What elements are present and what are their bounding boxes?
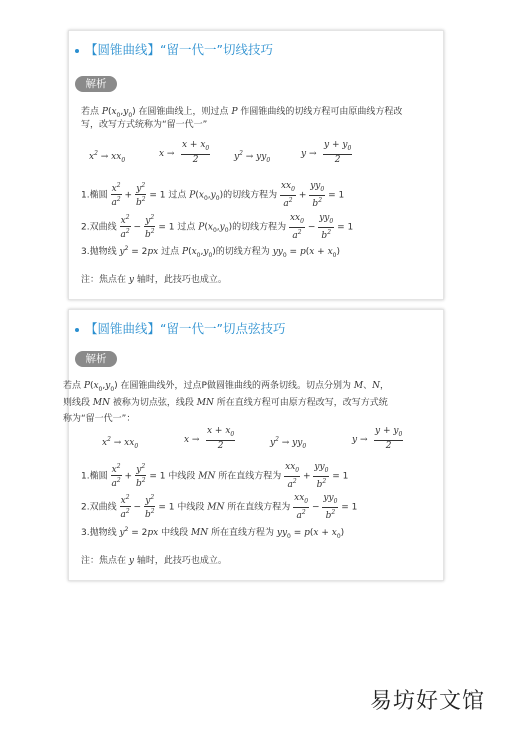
- card2-item-parabola: 3.抛物线 $y^2 = 2px$ 中线段 MN 所在直线方程为 $yy_0 = p(x + x_0)$: [81, 526, 345, 540]
- card1-title: 【圆锥曲线】“留一代一”切线技巧: [75, 40, 273, 58]
- bullet-icon: [75, 49, 79, 53]
- card1-intro-line2: 写，改写方式统称为“留一代一”: [81, 120, 208, 130]
- card2-badge: 解析: [75, 351, 117, 367]
- card1-note: 注：焦点在 y 轴时，此技巧也成立。: [81, 275, 227, 285]
- bullet-icon: [75, 328, 79, 332]
- card1-item-ellipse: 1.椭圆 $\frac{x^2}{a^2}$ + $\frac{y^2}{b^2}$ = 1 过点 $P(x_0,y_0)$的切线方程为 $\frac{xx_0}{a^2}$ + $\frac{yy_0}{b^2}$ = 1: [81, 181, 345, 209]
- card1-item-hyperbola: 2.双曲线 $\frac{x^2}{a^2}$ − $\frac{y^2}{b^2}$ = 1 过点 $P(x_0,y_0)$的切线方程为 $\frac{xx_0}{a^2}$ − $\frac{yy_0}{b^2}$ = 1: [81, 213, 354, 241]
- card2-item-hyperbola: 2.双曲线 $\frac{x^2}{a^2}$ − $\frac{y^2}{b^2}$ = 1 中线段 MN 所在直线方程为 $\frac{xx_0}{a^2}$ − $\frac{yy_0}{b^2}$ = 1: [81, 493, 358, 521]
- card2-item-ellipse: 1.椭圆 $\frac{x^2}{a^2}$ + $\frac{y^2}{b^2}$ = 1 中线段 MN 所在直线方程为 $\frac{xx_0}{a^2}$ + $\frac{yy_0}{b^2}$ = 1: [81, 462, 349, 490]
- card-chord-of-contact: 【圆锥曲线】“留一代一”切点弦技巧 解析 若点 $P(x_0,y_0)$ 在圆锥曲线外，过点P做圆锥曲线的两条切线。切点分别为 M、N， 则线段 MN 被称为切点弦，线段 MN 所在直线方程可由原方程改写，改写方式统 称为“留一代一”： $x^2 \to xx_0$ x → $\frac{x + x_0}{2}$ $y^2 \to yy_0$ y → $\frac{y + y_0}{2}$ 1.椭圆 $\frac{x^2}{a^2}$ + $\frac{y^2}{b^2}$ = 1 中线段 MN 所在直线方程为 $\frac{xx_0}{a^2}$ + $\frac{yy_0}{b^2}$ = 1 2.双曲线 $\frac{x^2}{a^2}$ − $\frac{y^2}{b^2}$ = 1 中线段 MN 所在直线方程为 $\frac{xx_0}{a^2}$ − $\frac{yy_0}{b^2}$ = 1 3.抛物线 $y^2 = 2px$ 中线段 MN 所在直线方程为 $yy_0 = p(x + x_0)$ 注：焦点在 y 轴时，此技巧也成立。: [68, 309, 444, 581]
- card2-intro-line1: 若点 $P(x_0,y_0)$ 在圆锥曲线外，过点P做圆锥曲线的两条切线。切点分别为 M、N，: [63, 381, 389, 393]
- card1-item-parabola: 3.抛物线 $y^2 = 2px$ 过点 $P(x_0,y_0)$的切线方程为 $yy_0 = p(x + x_0)$: [81, 245, 340, 259]
- card2-intro-line3: 称为“留一代一”：: [63, 414, 136, 424]
- card1-badge: 解析: [75, 76, 117, 92]
- card-tangent-line: 【圆锥曲线】“留一代一”切线技巧 解析 若点 $P(x_0,y_0)$ 在圆锥曲线上，则过点 P 作圆锥曲线的切线方程可由原曲线方程改 写，改写方式统称为“留一代一” $x^2 \to xx_0$ x → $\frac{x + x_0}{2}$ $y^2 \to yy_0$ y → $\frac{y + y_0}{2}$ 1.椭圆 $\frac{x^2}{a^2}$ + $\frac{y^2}{b^2}$ = 1 过点 $P(x_0,y_0)$的切线方程为 $\frac{xx_0}{a^2}$ + $\frac{yy_0}{b^2}$ = 1 2.双曲线 $\frac{x^2}{a^2}$ − $\frac{y^2}{b^2}$ = 1 过点 $P(x_0,y_0)$的切线方程为 $\frac{xx_0}{a^2}$ − $\frac{yy_0}{b^2}$ = 1 3.抛物线 $y^2 = 2px$ 过点 $P(x_0,y_0)$的切线方程为 $yy_0 = p(x + x_0)$ 注：焦点在 y 轴时，此技巧也成立。: [68, 30, 444, 300]
- watermark-logo: 易坊好文馆: [370, 689, 486, 714]
- card1-intro-line1: 若点 $P(x_0,y_0)$ 在圆锥曲线上，则过点 P 作圆锥曲线的切线方程可由原曲线方程改: [81, 107, 403, 119]
- card2-title: 【圆锥曲线】“留一代一”切点弦技巧: [75, 319, 285, 337]
- card2-intro-line2: 则线段 MN 被称为切点弦，线段 MN 所在直线方程可由原方程改写，改写方式统: [63, 398, 388, 408]
- card2-note: 注：焦点在 y 轴时，此技巧也成立。: [81, 556, 227, 566]
